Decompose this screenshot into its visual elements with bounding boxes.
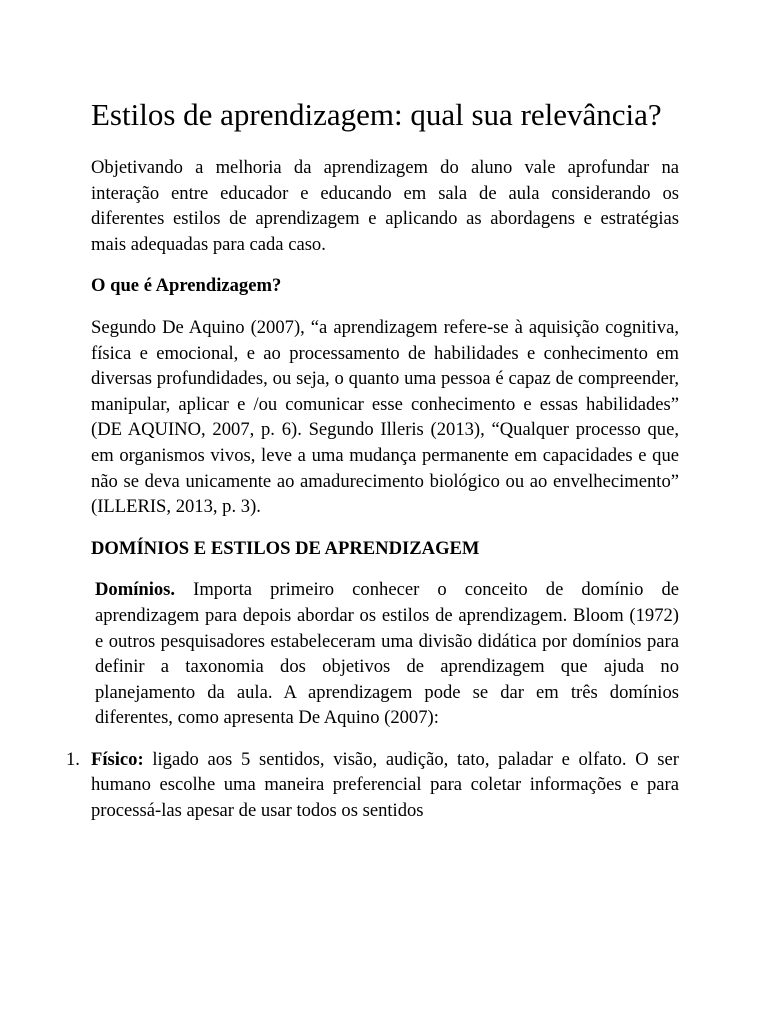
list-term: Físico: [91,748,144,770]
dominios-body: Importa primeiro conhecer o conceito de domínio de aprendizagem para depois abordar os estilos de aprendizagem. Bloom (1972) e outros pesquisadores estabeleceram uma divisão didática por domínios para definir a taxonomia dos objetivos de aprendizagem que ajuda no planejamento da aula. A aprendizagem pode se dar em três domínios diferentes, como apresenta De Aquino (2007): [95,579,679,729]
list-text: ligado aos 5 sentidos, visão, audição, tato, paladar e olfato. O ser humano escolhe uma maneira preferencial para coletar informações e para processá-las apesar de usar todos os sentidos [91,748,679,822]
document-page [66,95,679,824]
document-title: Estilos de aprendizagem: qual sua relevância? [91,97,662,132]
list-number: 1. [66,748,80,770]
definition-paragraph: Segundo De Aquino (2007), “a aprendizagem refere-se à aquisição cognitiva, física e emocional, e ao processamento de habilidades e conhecimento em diversas profundidades, ou seja, o quanto uma pessoa é capaz de compreender, manipular, aplicar e /ou comunicar esse conhecimento e essas habilidades” (DE AQUINO, 2007, p. 6). Segundo Illeris (2013), “Qualquer processo que, em organismos vivos, leve a uma mudança permanente em capacidades e que não se deva unicamente ao amadurecimento biológico ou ao envelhecimento” (ILLERIS, 2013, p. 3). [91,316,679,518]
section-heading-aprendizagem: O que é Aprendizagem? [91,275,282,297]
dominios-list [66,747,679,824]
dominios-paragraph [91,577,679,731]
section-heading-dominios: DOMÍNIOS E ESTILOS DE APRENDIZAGEM [91,537,480,559]
intro-paragraph: Objetivando a melhoria da aprendizagem do aluno vale aprofundar na interação entre educador e educando em sala de aula considerando os diferentes estilos de aprendizagem e aplicando as abordagens e estratégias mais adequadas para cada caso. [91,157,679,255]
dominios-lead: Domínios. [95,579,176,601]
list-item [66,747,679,824]
